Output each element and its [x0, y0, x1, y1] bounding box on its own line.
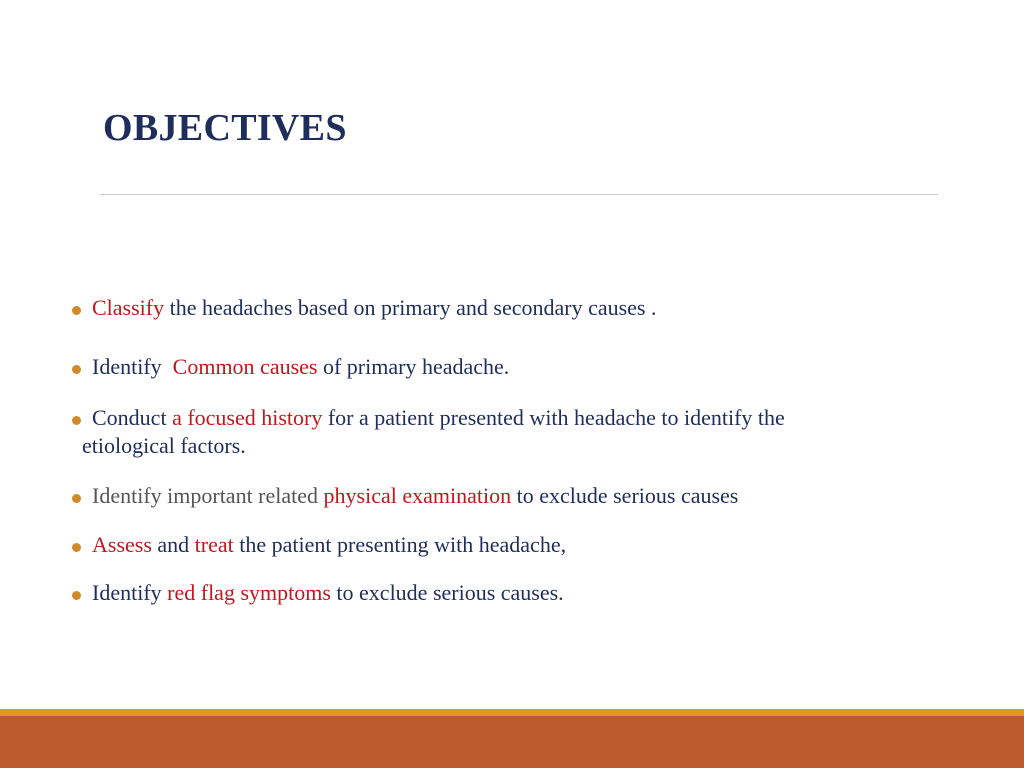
footer-accent-stripe: [0, 709, 1024, 716]
objective-text: [92, 294, 656, 322]
objective-segment: Identify important related: [92, 483, 324, 508]
highlight-term: treat: [194, 532, 234, 557]
objective-segment: the headaches based on primary and secondary causes .: [164, 295, 657, 320]
objective-text: [92, 404, 785, 432]
objective-segment: and: [151, 532, 195, 557]
bullet-dot-icon: [72, 365, 81, 374]
highlight-term: Common causes: [172, 354, 318, 379]
highlight-term: red flag symptoms: [167, 580, 331, 605]
slide-title: OBJECTIVES: [103, 107, 347, 149]
highlight-term: Classify: [92, 295, 165, 320]
objective-segment: of primary headache.: [317, 354, 510, 379]
highlight-term: physical examination: [323, 483, 512, 508]
footer-bar: [0, 716, 1024, 768]
objective-segment: for a patient presented with headache to identify the: [322, 405, 785, 430]
bullet-dot-icon: [72, 591, 81, 600]
objective-text-continued: etiological factors.: [82, 433, 246, 458]
bullet-dot-icon: [72, 494, 81, 503]
bullet-dot-icon: [72, 543, 81, 552]
objective-text: [92, 531, 566, 559]
objective-segment: to exclude serious causes.: [330, 580, 564, 605]
objective-text: [92, 353, 509, 381]
objective-segment: the patient presenting with headache,: [233, 532, 567, 557]
objective-text: [92, 579, 564, 607]
title-divider: [100, 194, 938, 195]
bullet-dot-icon: [72, 416, 81, 425]
objective-segment: Identify: [92, 580, 168, 605]
objective-segment: Identify: [92, 354, 173, 379]
highlight-term: Assess: [92, 532, 152, 557]
bullet-dot-icon: [72, 306, 81, 315]
objective-text: [92, 482, 738, 510]
objective-segment: Conduct: [92, 405, 173, 430]
objective-segment: to exclude serious causes: [511, 483, 739, 508]
highlight-term: a focused history: [172, 405, 323, 430]
